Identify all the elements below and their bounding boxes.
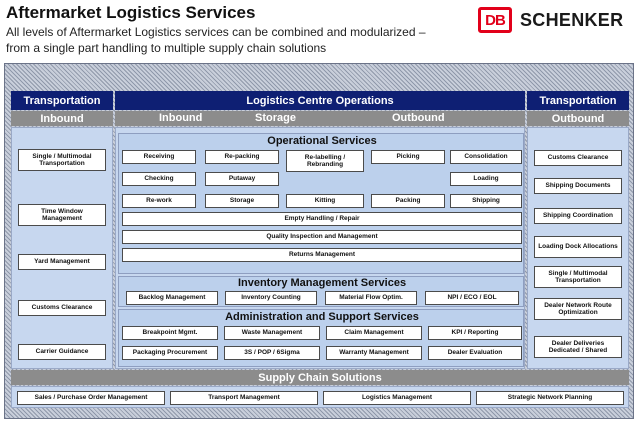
schenker-wordmark: SCHENKER bbox=[520, 9, 624, 30]
subtitle-line-2: from a single part handling to multiple supply chain solutions bbox=[6, 41, 327, 55]
inbound-single-multimodal: Single / Multimodal Transportation bbox=[18, 149, 106, 171]
op-relabelling: Re-labelling / Rebranding bbox=[286, 150, 364, 172]
admin-services-panel bbox=[118, 309, 524, 367]
inv-backlog-management: Backlog Management bbox=[126, 291, 218, 305]
sc-logistics-management: Logistics Management bbox=[323, 391, 471, 405]
op-storage: Storage bbox=[205, 194, 279, 208]
supply-chain-title: Supply Chain Solutions bbox=[11, 370, 629, 385]
admin-dealer-evaluation: Dealer Evaluation bbox=[428, 346, 522, 360]
subheader-outbound-right: Outbound bbox=[527, 111, 629, 126]
admin-breakpoint-mgmt: Breakpoint Mgmt. bbox=[122, 326, 218, 340]
outbound-dealer-deliveries: Dealer Deliveries Dedicated / Shared bbox=[534, 336, 622, 358]
inventory-services-title: Inventory Management Services bbox=[237, 277, 407, 289]
outbound-shipping-documents: Shipping Documents bbox=[534, 178, 622, 194]
supply-chain-panel bbox=[11, 386, 629, 408]
op-picking: Picking bbox=[371, 150, 445, 164]
subheader-center-outbound: Outbound bbox=[392, 112, 445, 124]
op-receiving: Receiving bbox=[122, 150, 196, 164]
op-checking: Checking bbox=[122, 172, 196, 186]
inbound-yard-management: Yard Management bbox=[18, 254, 106, 270]
admin-claim-management: Claim Management bbox=[326, 326, 422, 340]
sc-sales-purchase-order: Sales / Purchase Order Management bbox=[17, 391, 165, 405]
operational-services-panel bbox=[118, 133, 524, 274]
inventory-services-panel bbox=[118, 276, 524, 307]
logistics-centre-column bbox=[115, 127, 525, 369]
header-logistics-centre: Logistics Centre Operations bbox=[115, 91, 525, 110]
admin-services-title: Administration and Support Services bbox=[225, 311, 419, 323]
inbound-time-window: Time Window Management bbox=[18, 204, 106, 226]
op-shipping: Shipping bbox=[450, 194, 522, 208]
admin-3s-pop-6sigma: 3S / POP / 6Sigma bbox=[224, 346, 320, 360]
page-title: Aftermarket Logistics Services bbox=[6, 3, 256, 22]
subtitle-line-1: All levels of Aftermarket Logistics services can be combined and modularized – bbox=[6, 25, 426, 39]
admin-kpi-reporting: KPI / Reporting bbox=[428, 326, 522, 340]
operational-services-title: Operational Services bbox=[267, 135, 377, 147]
header-transportation-left: Transportation bbox=[11, 91, 113, 110]
op-rework: Re-work bbox=[122, 194, 196, 208]
admin-packaging-procurement: Packaging Procurement bbox=[122, 346, 218, 360]
op-loading: Loading bbox=[450, 172, 522, 186]
op-repacking: Re-packing bbox=[205, 150, 279, 164]
inv-inventory-counting: Inventory Counting bbox=[225, 291, 317, 305]
subheader-center bbox=[115, 111, 525, 126]
services-diagram bbox=[4, 63, 634, 419]
op-consolidation: Consolidation bbox=[450, 150, 522, 164]
outbound-loading-dock: Loading Dock Allocations bbox=[534, 236, 622, 258]
op-quality-inspection: Quality Inspection and Management bbox=[122, 230, 522, 244]
subheader-inbound-left: Inbound bbox=[11, 111, 113, 126]
sc-transport-management: Transport Management bbox=[170, 391, 318, 405]
db-logo-mark: DB bbox=[478, 7, 512, 33]
op-kitting: Kitting bbox=[286, 194, 364, 208]
op-putaway: Putaway bbox=[205, 172, 279, 186]
subheader-center-storage: Storage bbox=[255, 112, 296, 124]
outbound-dealer-network: Dealer Network Route Optimization bbox=[534, 298, 622, 320]
outbound-customs-clearance: Customs Clearance bbox=[534, 150, 622, 166]
inv-npi-eco-eol: NPI / ECO / EOL bbox=[425, 291, 519, 305]
op-returns-management: Returns Management bbox=[122, 248, 522, 262]
outbound-single-multimodal: Single / Multimodal Transportation bbox=[534, 266, 622, 288]
inv-material-flow: Material Flow Optim. bbox=[325, 291, 417, 305]
outbound-shipping-coordination: Shipping Coordination bbox=[534, 208, 622, 224]
op-empty-handling: Empty Handling / Repair bbox=[122, 212, 522, 226]
sc-strategic-network-planning: Strategic Network Planning bbox=[476, 391, 624, 405]
inbound-customs-clearance: Customs Clearance bbox=[18, 300, 106, 316]
subheader-center-inbound: Inbound bbox=[159, 112, 203, 124]
admin-waste-management: Waste Management bbox=[224, 326, 320, 340]
outbound-transport-column bbox=[527, 127, 629, 369]
header-transportation-right: Transportation bbox=[527, 91, 629, 110]
db-schenker-logo bbox=[478, 6, 636, 34]
inbound-carrier-guidance: Carrier Guidance bbox=[18, 344, 106, 360]
inbound-transport-column bbox=[11, 127, 113, 369]
op-packing: Packing bbox=[371, 194, 445, 208]
admin-warranty-management: Warranty Management bbox=[326, 346, 422, 360]
